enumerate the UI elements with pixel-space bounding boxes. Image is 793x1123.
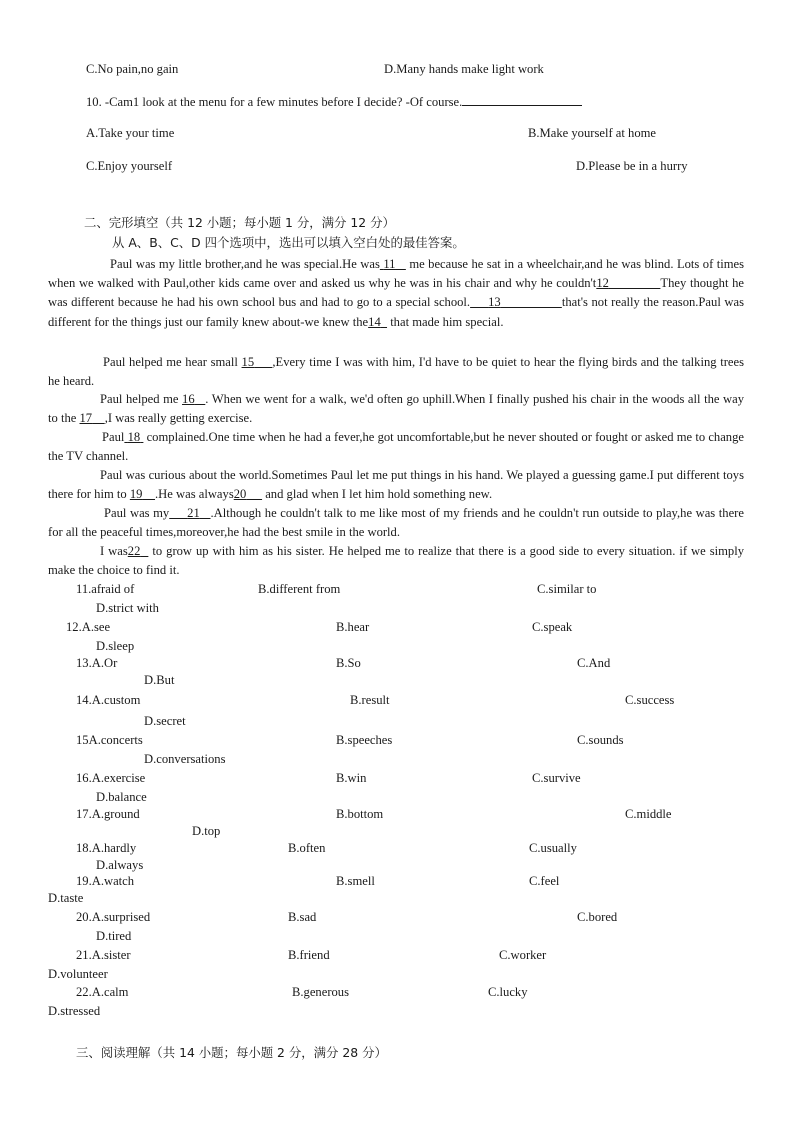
- q13-option-c: C.And: [577, 656, 611, 670]
- blank-20: 20: [233, 487, 247, 502]
- q19-option-b: B.smell: [336, 874, 375, 888]
- q15-option-d: D.conversations: [144, 752, 226, 766]
- q20-option-c: C.bored: [577, 910, 618, 924]
- p4-text-b: complained.One time when he had a fever,he got uncomfortable,but he never shouted or fought or asked me to change the TV channel.: [48, 430, 744, 464]
- q22-option-d: D.stressed: [48, 1004, 101, 1018]
- p1-text-a: Paul was my little brother,and he was special.He was: [110, 257, 380, 271]
- p1-text-d: that's not really the reason.Paul was different for the things just our family knew about-we knew the: [48, 295, 745, 329]
- q18-option-a: 18.A.hardly: [76, 841, 137, 855]
- q13-option-d: D.But: [144, 673, 175, 687]
- passage-paragraph-5: [48, 466, 744, 504]
- p5-text-b: .He was always: [155, 487, 234, 502]
- p2-text-a: Paul helped me hear small: [103, 355, 238, 369]
- q12-option-c: C.speak: [532, 620, 573, 634]
- p3-text-a: Paul helped me: [100, 392, 179, 406]
- q13-option-b: B.So: [336, 656, 361, 670]
- q11-option-b: B.different from: [258, 582, 341, 596]
- q10-option-d: D.Please be in a hurry: [576, 159, 688, 173]
- p6-text-b: .Although he couldn't talk to me like most of my friends and he couldn't run outside to play,he was there for all the peaceful times,moreover,he had the best smile in the world.: [48, 506, 744, 540]
- blank-11: 11: [383, 257, 396, 271]
- q21-option-b: B.friend: [288, 948, 330, 962]
- section2-instruction: 从 A、B、C、D 四个选项中，选出可以填入空白处的最佳答案。: [112, 235, 465, 250]
- p5-text-a: Paul was curious about the world.Sometimes Paul let me put things in his hand. We played a guessing game.I put different toys there for him to: [48, 468, 744, 502]
- q21-option-c: C.worker: [499, 948, 547, 962]
- p3-text-c: ,I was really getting exercise.: [104, 411, 253, 426]
- p4-text-a: Paul: [102, 430, 125, 444]
- blank-16: 16: [182, 392, 195, 406]
- blank-14: 14: [368, 314, 381, 329]
- q14-option-b: B.result: [350, 693, 390, 707]
- p7-text-b: to grow up with him as his sister. He helped me to realize that there is a good side to every situation. if we simply make the choice to find it.: [48, 544, 745, 578]
- passage-paragraph-3: [48, 390, 744, 428]
- p2-text-b: ,Every time I was with him, I'd have to be quiet to hear the flying birds and the talking trees he heard.: [48, 355, 744, 389]
- q10-stem-text: 10. -Cam1 look at the menu for a few minutes before I decide? -Of course.: [86, 95, 463, 109]
- p5-text-c: and glad when I let him hold something new.: [265, 487, 493, 502]
- p7-text-a: I was: [100, 544, 128, 558]
- q13-option-a: 13.A.Or: [76, 656, 118, 670]
- q21-option-d: D.volunteer: [48, 967, 108, 981]
- passage-paragraph-1: [48, 255, 744, 332]
- q20-option-a: 20.A.surprised: [76, 910, 151, 924]
- q14-option-d: D.secret: [144, 714, 186, 728]
- blank-13: 13: [488, 295, 501, 310]
- q18-option-d: D.always: [96, 858, 144, 872]
- q17-option-b: B.bottom: [336, 807, 384, 821]
- q12-option-d: D.sleep: [96, 639, 135, 653]
- q19-option-a: 19.A.watch: [76, 874, 135, 888]
- q15-option-a: 15A.concerts: [76, 733, 143, 747]
- q9-option-d: D.Many hands make light work: [384, 62, 544, 76]
- blank-17: 17: [79, 411, 93, 426]
- blank-15: 15: [241, 355, 255, 369]
- q20-option-b: B.sad: [288, 910, 317, 924]
- q22-option-a: 22.A.calm: [76, 985, 129, 999]
- q11-option-a: 11.afraid of: [76, 582, 135, 596]
- q10-stem: [86, 93, 582, 110]
- q17-option-a: 17.A.ground: [76, 807, 140, 821]
- section2-title: 二、完形填空（共 12 小题；每小题 1 分，满分 12 分）: [84, 215, 395, 230]
- q12-option-a: 12.A.see: [66, 620, 111, 634]
- passage-paragraph-6: [48, 504, 744, 542]
- q17-option-d: D.top: [192, 824, 221, 838]
- p1-text-e: that made him special.: [390, 314, 504, 329]
- q19-option-d: D.taste: [48, 891, 84, 905]
- q17-option-c: C.middle: [625, 807, 672, 821]
- q14-option-c: C.success: [625, 693, 675, 707]
- passage-paragraph-4: [48, 428, 744, 466]
- section3-title: 三、阅读理解（共 14 小题；每小题 2 分，满分 28 分）: [76, 1045, 387, 1060]
- q14-option-a: 14.A.custom: [76, 693, 141, 707]
- q15-option-c: C.sounds: [577, 733, 624, 747]
- q20-option-d: D.tired: [96, 929, 132, 943]
- q11-option-d: D.strict with: [96, 601, 159, 615]
- blank-19: 19: [129, 487, 143, 502]
- q16-option-b: B.win: [336, 771, 367, 785]
- q16-option-d: D.balance: [96, 790, 147, 804]
- q18-option-b: B.often: [288, 841, 326, 855]
- p6-text-a: Paul was my: [104, 506, 170, 520]
- q21-option-a: 21.A.sister: [76, 948, 131, 962]
- blank-18: 18: [127, 430, 141, 444]
- q16-option-a: 16.A.exercise: [76, 771, 146, 785]
- p1-text-b: me because he sat in a wheelchair,and he was blind. Lots of times when we walked with Paul,other kids came over and asked us why he was in his chair and why he couldn't: [48, 257, 745, 291]
- q10-option-b: B.Make yourself at home: [528, 126, 657, 140]
- q12-option-b: B.hear: [336, 620, 370, 634]
- p1-text-c: They thought he was different because he had his own school bus and had to go to a special school.: [48, 276, 745, 310]
- q10-option-c: C.Enjoy yourself: [86, 159, 173, 173]
- q9-option-c: C.No pain,no gain: [86, 62, 179, 76]
- blank-21: 21: [187, 506, 200, 520]
- q10-option-a: A.Take your time: [86, 126, 175, 140]
- blank-22: 22: [127, 544, 141, 558]
- passage-paragraph-7: [48, 542, 744, 580]
- q10-answer-blank: [462, 93, 582, 106]
- passage-paragraph-2: [48, 353, 744, 391]
- q22-option-b: B.generous: [292, 985, 350, 999]
- q11-option-c: C.similar to: [537, 582, 597, 596]
- p3-text-b: . When we went for a walk, we'd often go uphill.When I finally pushed his chair in the woods all the way to the: [48, 392, 744, 426]
- q19-option-c: C.feel: [529, 874, 560, 888]
- q22-option-c: C.lucky: [488, 985, 528, 999]
- q16-option-c: C.survive: [532, 771, 581, 785]
- q18-option-c: C.usually: [529, 841, 577, 855]
- blank-12: 12: [596, 276, 609, 291]
- q15-option-b: B.speeches: [336, 733, 393, 747]
